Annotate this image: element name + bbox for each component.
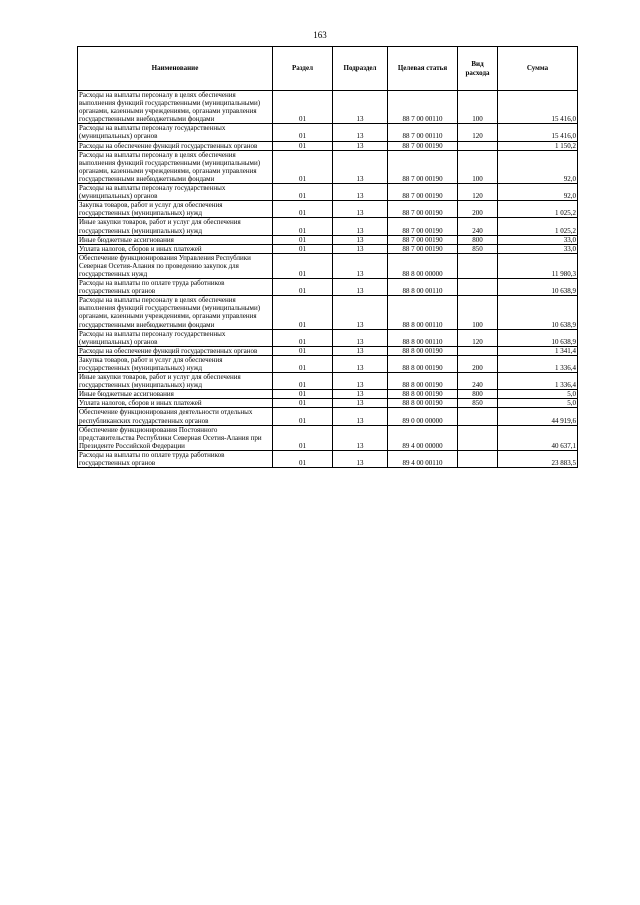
row-section: 01: [273, 218, 333, 235]
row-expense-type: 100: [458, 91, 498, 124]
row-target-article: 88 7 00 00190: [388, 184, 458, 201]
row-expense-type: [458, 253, 498, 278]
row-target-article: 88 8 00 00190: [388, 373, 458, 390]
row-expense-type: 100: [458, 296, 498, 329]
row-name: Расходы на выплаты персоналу в целях обеспечения выполнения функций государственными (муниципальными) органами, казенными учреждениями, органами управления государственными внебюджетными фондами: [78, 150, 273, 183]
row-subsection: 13: [333, 279, 388, 296]
row-section: 01: [273, 141, 333, 150]
row-target-article: 88 7 00 00190: [388, 235, 458, 244]
row-amount: 10 638,9: [498, 279, 578, 296]
row-name: Расходы на выплаты персоналу государственных (муниципальных) органов: [78, 124, 273, 141]
row-subsection: 13: [333, 150, 388, 183]
row-section: 01: [273, 408, 333, 425]
row-section: 01: [273, 355, 333, 372]
table-row: [78, 201, 578, 218]
row-subsection: 13: [333, 450, 388, 467]
row-section: 01: [273, 244, 333, 253]
row-target-article: 88 8 00 00190: [388, 390, 458, 399]
table-row: [78, 373, 578, 390]
row-subsection: 13: [333, 390, 388, 399]
table-row: [78, 279, 578, 296]
row-expense-type: 800: [458, 390, 498, 399]
row-target-article: 88 8 00 00110: [388, 279, 458, 296]
row-subsection: 13: [333, 355, 388, 372]
row-target-article: 88 7 00 00190: [388, 141, 458, 150]
row-subsection: 13: [333, 141, 388, 150]
row-target-article: 88 7 00 00190: [388, 218, 458, 235]
row-amount: 23 883,5: [498, 450, 578, 467]
row-name: Закупка товаров, работ и услуг для обеспечения государственных (муниципальных) нужд: [78, 201, 273, 218]
row-subsection: 13: [333, 201, 388, 218]
row-name: Иные закупки товаров, работ и услуг для обеспечения государственных (муниципальных) нужд: [78, 218, 273, 235]
row-expense-type: 850: [458, 244, 498, 253]
row-section: 01: [273, 346, 333, 355]
table-row: [78, 425, 578, 450]
row-subsection: 13: [333, 253, 388, 278]
row-target-article: 88 8 00 00190: [388, 355, 458, 372]
row-amount: 1 025,2: [498, 218, 578, 235]
row-name: Расходы на выплаты персоналу в целях обеспечения выполнения функций государственными (муниципальными) органами, казенными учреждениями, органами управления государственными внебюджетными фондами: [78, 296, 273, 329]
row-name: Уплата налогов, сборов и иных платежей: [78, 244, 273, 253]
row-section: 01: [273, 124, 333, 141]
row-name: Обеспечение функционирования Постоянного представительства Республики Северная Осетия-Алания при Президенте Российской Федерации: [78, 425, 273, 450]
table-row: [78, 141, 578, 150]
row-subsection: 13: [333, 399, 388, 408]
row-target-article: 88 7 00 00190: [388, 201, 458, 218]
row-name: Расходы на выплаты персоналу в целях обеспечения выполнения функций государственными (муниципальными) органами, казенными учреждениями, органами управления государственными внебюджетными фондами: [78, 91, 273, 124]
row-amount: 1 336,4: [498, 373, 578, 390]
row-amount: 92,0: [498, 150, 578, 183]
table-row: [78, 390, 578, 399]
row-expense-type: [458, 279, 498, 296]
row-amount: 44 919,6: [498, 408, 578, 425]
row-target-article: 88 8 00 00190: [388, 346, 458, 355]
table-row: [78, 218, 578, 235]
table-row: [78, 184, 578, 201]
row-amount: 10 638,9: [498, 296, 578, 329]
row-section: 01: [273, 296, 333, 329]
row-section: 01: [273, 450, 333, 467]
row-amount: 1 025,2: [498, 201, 578, 218]
table-row: [78, 235, 578, 244]
row-subsection: 13: [333, 408, 388, 425]
row-section: 01: [273, 399, 333, 408]
row-subsection: 13: [333, 218, 388, 235]
row-name: Расходы на выплаты по оплате труда работников государственных органов: [78, 450, 273, 467]
row-amount: 1 341,4: [498, 346, 578, 355]
table-row: [78, 150, 578, 183]
row-subsection: 13: [333, 91, 388, 124]
row-section: 01: [273, 235, 333, 244]
row-expense-type: 850: [458, 399, 498, 408]
row-name: Иные закупки товаров, работ и услуг для обеспечения государственных (муниципальных) нужд: [78, 373, 273, 390]
row-name: Расходы на выплаты персоналу государственных (муниципальных) органов: [78, 184, 273, 201]
row-expense-type: [458, 141, 498, 150]
row-amount: 11 980,3: [498, 253, 578, 278]
row-name: Обеспечение функционирования Управления Республики Северная Осетия-Алания по проведению закупок для государственных нужд: [78, 253, 273, 278]
row-expense-type: 100: [458, 150, 498, 183]
row-target-article: 89 0 00 00000: [388, 408, 458, 425]
table-row: [78, 346, 578, 355]
row-target-article: 89 4 00 00110: [388, 450, 458, 467]
row-expense-type: [458, 425, 498, 450]
row-subsection: 13: [333, 244, 388, 253]
row-section: 01: [273, 279, 333, 296]
row-subsection: 13: [333, 235, 388, 244]
row-expense-type: 200: [458, 201, 498, 218]
row-subsection: 13: [333, 346, 388, 355]
row-subsection: 13: [333, 329, 388, 346]
row-amount: 5,0: [498, 390, 578, 399]
row-amount: 40 637,1: [498, 425, 578, 450]
page-number: 163: [313, 30, 327, 40]
row-section: 01: [273, 329, 333, 346]
row-expense-type: [458, 408, 498, 425]
row-target-article: 88 8 00 00000: [388, 253, 458, 278]
row-amount: 15 416,0: [498, 91, 578, 124]
row-expense-type: 240: [458, 373, 498, 390]
row-subsection: 13: [333, 124, 388, 141]
table-row: [78, 91, 578, 124]
header-name: Наименование: [78, 47, 273, 91]
table-row: [78, 253, 578, 278]
row-amount: 10 638,9: [498, 329, 578, 346]
row-target-article: 88 7 00 00110: [388, 124, 458, 141]
row-expense-type: 120: [458, 329, 498, 346]
row-name: Расходы на обеспечение функций государственных органов: [78, 346, 273, 355]
row-name: Закупка товаров, работ и услуг для обеспечения государственных (муниципальных) нужд: [78, 355, 273, 372]
row-amount: 5,0: [498, 399, 578, 408]
row-section: 01: [273, 425, 333, 450]
table-row: [78, 124, 578, 141]
table-row: [78, 355, 578, 372]
row-subsection: 13: [333, 296, 388, 329]
row-expense-type: 200: [458, 355, 498, 372]
table-header-row: [78, 47, 578, 91]
row-expense-type: 120: [458, 184, 498, 201]
row-name: Расходы на выплаты персоналу государственных (муниципальных) органов: [78, 329, 273, 346]
row-amount: 1 336,4: [498, 355, 578, 372]
row-name: Иные бюджетные ассигнования: [78, 235, 273, 244]
row-section: 01: [273, 390, 333, 399]
row-subsection: 13: [333, 425, 388, 450]
row-name: Расходы на обеспечение функций государственных органов: [78, 141, 273, 150]
row-subsection: 13: [333, 184, 388, 201]
row-target-article: 88 7 00 00110: [388, 91, 458, 124]
header-section: Раздел: [273, 47, 333, 91]
row-amount: 33,0: [498, 244, 578, 253]
row-section: 01: [273, 253, 333, 278]
row-expense-type: 120: [458, 124, 498, 141]
row-section: 01: [273, 150, 333, 183]
header-amount: Сумма: [498, 47, 578, 91]
table-row: [78, 329, 578, 346]
row-expense-type: 800: [458, 235, 498, 244]
budget-table: [77, 46, 578, 468]
row-target-article: 88 7 00 00190: [388, 150, 458, 183]
header-target-article: Целевая статья: [388, 47, 458, 91]
row-amount: 15 416,0: [498, 124, 578, 141]
row-target-article: 88 8 00 00110: [388, 329, 458, 346]
row-section: 01: [273, 373, 333, 390]
row-section: 01: [273, 184, 333, 201]
row-target-article: 88 8 00 00110: [388, 296, 458, 329]
table-body: [78, 91, 578, 468]
row-amount: 92,0: [498, 184, 578, 201]
row-target-article: 89 4 00 00000: [388, 425, 458, 450]
header-subsection: Подраздел: [333, 47, 388, 91]
row-subsection: 13: [333, 373, 388, 390]
row-name: Уплата налогов, сборов и иных платежей: [78, 399, 273, 408]
row-expense-type: [458, 346, 498, 355]
row-amount: 1 150,2: [498, 141, 578, 150]
table-row: [78, 296, 578, 329]
row-section: 01: [273, 91, 333, 124]
row-expense-type: 240: [458, 218, 498, 235]
row-name: Расходы на выплаты по оплате труда работников государственных органов: [78, 279, 273, 296]
row-section: 01: [273, 201, 333, 218]
row-target-article: 88 7 00 00190: [388, 244, 458, 253]
row-target-article: 88 8 00 00190: [388, 399, 458, 408]
row-amount: 33,0: [498, 235, 578, 244]
table-row: [78, 450, 578, 467]
row-name: Обеспечение функционирования деятельности отдельных республиканских государственных органов: [78, 408, 273, 425]
table-row: [78, 399, 578, 408]
row-expense-type: [458, 450, 498, 467]
table-row: [78, 244, 578, 253]
row-name: Иные бюджетные ассигнования: [78, 390, 273, 399]
header-expense-type: Вид расхода: [458, 47, 498, 91]
table-row: [78, 408, 578, 425]
